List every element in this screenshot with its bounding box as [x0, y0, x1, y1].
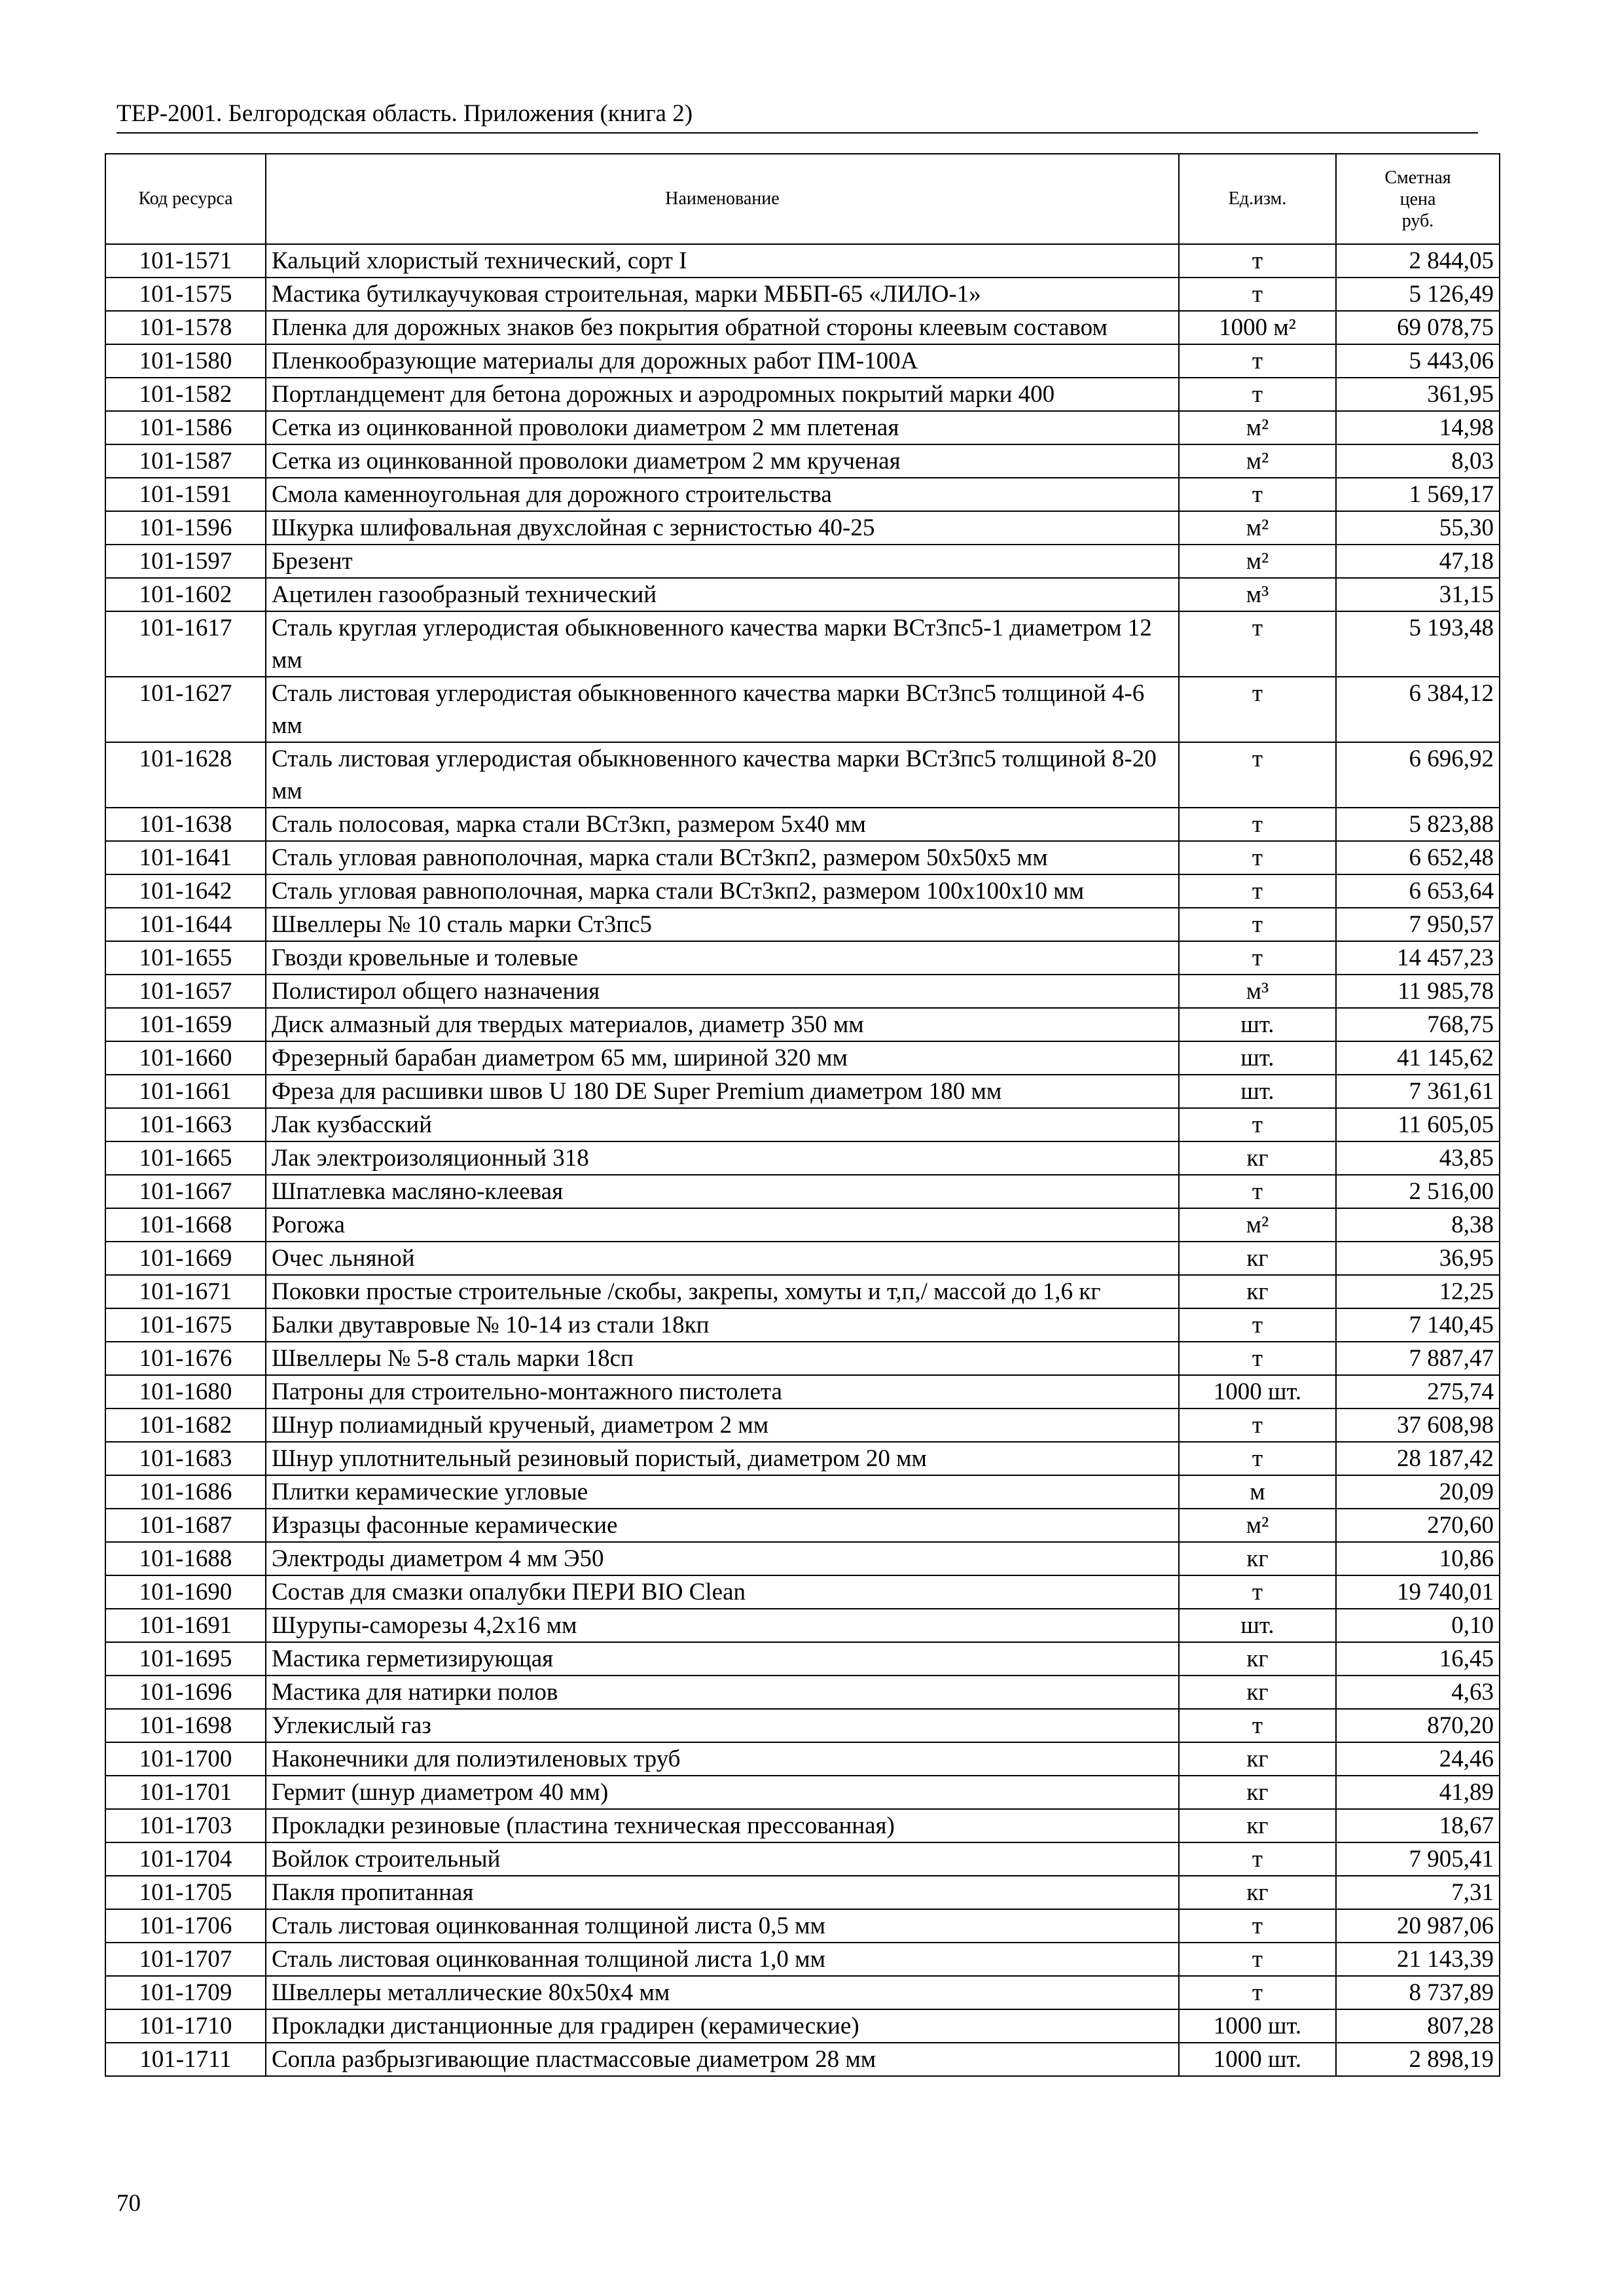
resource-name-cell: Пленка для дорожных знаков без покрытия обратной стороны клеевым составом: [266, 311, 1179, 344]
resource-name-cell: Сталь круглая углеродистая обыкновенного качества марки ВСт3пс5-1 диаметром 12 мм: [266, 611, 1179, 677]
resource-code-cell: 101-1688: [105, 1542, 266, 1575]
table-row: [105, 1308, 1500, 1342]
price-cell: 12,25: [1336, 1275, 1500, 1308]
price-cell: 7 950,57: [1336, 908, 1500, 941]
resource-name-cell: Кальций хлористый технический, сорт I: [266, 244, 1179, 278]
resource-name-cell: Сталь листовая углеродистая обыкновенного качества марки ВСт3пс5 толщиной 8-20 мм: [266, 742, 1179, 808]
table-row: [105, 411, 1500, 444]
unit-cell: т: [1179, 278, 1336, 311]
resource-code-cell: 101-1683: [105, 1442, 266, 1475]
column-header-code: Код ресурса: [105, 154, 266, 244]
resource-name-cell: Портландцемент для бетона дорожных и аэродромных покрытий марки 400: [266, 378, 1179, 411]
resource-code-cell: 101-1705: [105, 1876, 266, 1909]
unit-cell: т: [1179, 874, 1336, 908]
unit-cell: кг: [1179, 1141, 1336, 1175]
table-row: [105, 1709, 1500, 1742]
table-row: [105, 444, 1500, 478]
resource-name-cell: Изразцы фасонные керамические: [266, 1509, 1179, 1542]
resource-code-cell: 101-1675: [105, 1308, 266, 1342]
unit-cell: м²: [1179, 1208, 1336, 1242]
unit-cell: т: [1179, 1842, 1336, 1876]
table-row: [105, 478, 1500, 511]
resource-name-cell: Рогожа: [266, 1208, 1179, 1242]
unit-cell: т: [1179, 1342, 1336, 1375]
table-row: [105, 1742, 1500, 1776]
resource-name-cell: Мастика для натирки полов: [266, 1676, 1179, 1709]
unit-cell: кг: [1179, 1642, 1336, 1676]
price-cell: 6 652,48: [1336, 841, 1500, 874]
resource-name-cell: Шнур полиамидный крученый, диаметром 2 мм: [266, 1408, 1179, 1442]
unit-cell: м²: [1179, 444, 1336, 478]
resource-name-cell: Прокладки дистанционные для градирен (керамические): [266, 2009, 1179, 2043]
resource-code-cell: 101-1575: [105, 278, 266, 311]
table-row: [105, 545, 1500, 578]
table-row: [105, 1575, 1500, 1609]
resource-name-cell: Шпатлевка масляно-клеевая: [266, 1175, 1179, 1208]
resource-name-cell: Гермит (шнур диаметром 40 мм): [266, 1776, 1179, 1809]
resource-name-cell: Швеллеры металлические 80х50х4 мм: [266, 1976, 1179, 2009]
unit-cell: кг: [1179, 1275, 1336, 1308]
unit-cell: т: [1179, 244, 1336, 278]
price-cell: 11 985,78: [1336, 975, 1500, 1008]
resource-code-cell: 101-1680: [105, 1375, 266, 1408]
resource-name-cell: Сталь полосовая, марка стали ВСт3кп, размером 5х40 мм: [266, 808, 1179, 841]
table-row: [105, 874, 1500, 908]
table-row: [105, 1642, 1500, 1676]
price-cell: 7 140,45: [1336, 1308, 1500, 1342]
resource-code-cell: 101-1661: [105, 1075, 266, 1108]
table-row: [105, 1976, 1500, 2009]
table-header-row: [105, 154, 1500, 244]
unit-cell: 1000 шт.: [1179, 1375, 1336, 1408]
price-cell: 11 605,05: [1336, 1108, 1500, 1141]
price-cell: 870,20: [1336, 1709, 1500, 1742]
price-cell: 270,60: [1336, 1509, 1500, 1542]
price-cell: 24,46: [1336, 1742, 1500, 1776]
price-cell: 807,28: [1336, 2009, 1500, 2043]
resource-code-cell: 101-1641: [105, 841, 266, 874]
unit-cell: т: [1179, 908, 1336, 941]
unit-cell: шт.: [1179, 1008, 1336, 1041]
resource-code-cell: 101-1578: [105, 311, 266, 344]
price-cell: 8 737,89: [1336, 1976, 1500, 2009]
resource-code-cell: 101-1638: [105, 808, 266, 841]
unit-cell: кг: [1179, 1676, 1336, 1709]
price-cell: 1 569,17: [1336, 478, 1500, 511]
resource-name-cell: Фрезерный барабан диаметром 65 мм, шириной 320 мм: [266, 1041, 1179, 1075]
resource-code-cell: 101-1682: [105, 1408, 266, 1442]
unit-cell: т: [1179, 344, 1336, 378]
unit-cell: т: [1179, 1308, 1336, 1342]
price-cell: 7 361,61: [1336, 1075, 1500, 1108]
price-cell: 7,31: [1336, 1876, 1500, 1909]
resource-code-cell: 101-1587: [105, 444, 266, 478]
page-header: ТЕР-2001. Белгородская область. Приложения (книга 2): [117, 99, 1478, 134]
price-cell: 37 608,98: [1336, 1408, 1500, 1442]
unit-cell: кг: [1179, 1542, 1336, 1575]
table-row: [105, 1041, 1500, 1075]
resource-name-cell: Швеллеры № 5-8 сталь марки 18сп: [266, 1342, 1179, 1375]
price-cell: 20,09: [1336, 1475, 1500, 1509]
table-row: [105, 1943, 1500, 1976]
price-cell: 41 145,62: [1336, 1041, 1500, 1075]
resource-name-cell: Шурупы-саморезы 4,2х16 мм: [266, 1609, 1179, 1642]
unit-cell: 1000 м²: [1179, 311, 1336, 344]
column-header-price: [1336, 154, 1500, 244]
price-cell: 16,45: [1336, 1642, 1500, 1676]
resource-name-cell: Углекислый газ: [266, 1709, 1179, 1742]
unit-cell: т: [1179, 808, 1336, 841]
resource-code-cell: 101-1701: [105, 1776, 266, 1809]
price-cell: 5 823,88: [1336, 808, 1500, 841]
resource-name-cell: Мастика герметизирующая: [266, 1642, 1179, 1676]
table-row: [105, 511, 1500, 545]
table-row: [105, 1141, 1500, 1175]
unit-cell: м²: [1179, 511, 1336, 545]
table-row: [105, 1208, 1500, 1242]
resource-code-cell: 101-1707: [105, 1943, 266, 1976]
unit-cell: кг: [1179, 1742, 1336, 1776]
resource-code-cell: 101-1580: [105, 344, 266, 378]
table-row: [105, 1876, 1500, 1909]
resource-code-cell: 101-1660: [105, 1041, 266, 1075]
table-row: [105, 941, 1500, 975]
resource-name-cell: Смола каменноугольная для дорожного строительства: [266, 478, 1179, 511]
resource-name-cell: Шнур уплотнительный резиновый пористый, диаметром 20 мм: [266, 1442, 1179, 1475]
table-row: [105, 1075, 1500, 1108]
unit-cell: т: [1179, 941, 1336, 975]
resource-name-cell: Швеллеры № 10 сталь марки Ст3пс5: [266, 908, 1179, 941]
resource-name-cell: Диск алмазный для твердых материалов, диаметр 350 мм: [266, 1008, 1179, 1041]
price-cell: 21 143,39: [1336, 1943, 1500, 1976]
resource-code-cell: 101-1665: [105, 1141, 266, 1175]
resource-code-cell: 101-1596: [105, 511, 266, 545]
price-cell: 19 740,01: [1336, 1575, 1500, 1609]
table-row: [105, 742, 1500, 808]
resource-code-cell: 101-1669: [105, 1242, 266, 1275]
resource-code-cell: 101-1628: [105, 742, 266, 808]
price-table: [105, 153, 1500, 2077]
price-cell: 6 696,92: [1336, 742, 1500, 808]
unit-cell: кг: [1179, 1876, 1336, 1909]
table-row: [105, 808, 1500, 841]
table-body: [105, 244, 1500, 2076]
resource-name-cell: Ацетилен газообразный технический: [266, 578, 1179, 611]
table-row: [105, 1509, 1500, 1542]
resource-code-cell: 101-1691: [105, 1609, 266, 1642]
resource-code-cell: 101-1686: [105, 1475, 266, 1509]
price-cell: 7 905,41: [1336, 1842, 1500, 1876]
resource-name-cell: Сталь угловая равнополочная, марка стали ВСт3кп2, размером 50х50х5 мм: [266, 841, 1179, 874]
column-header-price-line-1: Сметная: [1384, 167, 1451, 188]
resource-code-cell: 101-1690: [105, 1575, 266, 1609]
resource-code-cell: 101-1657: [105, 975, 266, 1008]
price-cell: 10,86: [1336, 1542, 1500, 1575]
price-cell: 2 516,00: [1336, 1175, 1500, 1208]
unit-cell: т: [1179, 611, 1336, 677]
resource-code-cell: 101-1687: [105, 1509, 266, 1542]
price-cell: 768,75: [1336, 1008, 1500, 1041]
resource-code-cell: 101-1602: [105, 578, 266, 611]
table-row: [105, 677, 1500, 742]
resource-name-cell: Войлок строительный: [266, 1842, 1179, 1876]
resource-name-cell: Наконечники для полиэтиленовых труб: [266, 1742, 1179, 1776]
table-row: [105, 841, 1500, 874]
resource-code-cell: 101-1676: [105, 1342, 266, 1375]
resource-code-cell: 101-1709: [105, 1976, 266, 2009]
unit-cell: шт.: [1179, 1041, 1336, 1075]
table-row: [105, 611, 1500, 677]
resource-name-cell: Лак электроизоляционный 318: [266, 1141, 1179, 1175]
unit-cell: т: [1179, 1575, 1336, 1609]
price-cell: 5 443,06: [1336, 344, 1500, 378]
resource-name-cell: Сталь угловая равнополочная, марка стали ВСт3кп2, размером 100х100х10 мм: [266, 874, 1179, 908]
table-row: [105, 1108, 1500, 1141]
resource-code-cell: 101-1696: [105, 1676, 266, 1709]
table-row: [105, 975, 1500, 1008]
resource-name-cell: Лак кузбасский: [266, 1108, 1179, 1141]
resource-name-cell: Плитки керамические угловые: [266, 1475, 1179, 1509]
table-row: [105, 908, 1500, 941]
resource-name-cell: Пакля пропитанная: [266, 1876, 1179, 1909]
table-row: [105, 378, 1500, 411]
table-row: [105, 1342, 1500, 1375]
resource-name-cell: Патроны для строительно-монтажного пистолета: [266, 1375, 1179, 1408]
resource-code-cell: 101-1586: [105, 411, 266, 444]
resource-code-cell: 101-1671: [105, 1275, 266, 1308]
unit-cell: шт.: [1179, 1609, 1336, 1642]
price-cell: 2 898,19: [1336, 2043, 1500, 2076]
resource-name-cell: Состав для смазки опалубки ПЕРИ BIO Clean: [266, 1575, 1179, 1609]
price-cell: 14,98: [1336, 411, 1500, 444]
resource-name-cell: Сталь листовая углеродистая обыкновенного качества марки ВСт3пс5 толщиной 4-6 мм: [266, 677, 1179, 742]
table-row: [105, 311, 1500, 344]
resource-code-cell: 101-1695: [105, 1642, 266, 1676]
price-cell: 41,89: [1336, 1776, 1500, 1809]
resource-name-cell: Прокладки резиновые (пластина техническая прессованная): [266, 1809, 1179, 1842]
resource-name-cell: Сталь листовая оцинкованная толщиной листа 1,0 мм: [266, 1943, 1179, 1976]
resource-code-cell: 101-1710: [105, 2009, 266, 2043]
unit-cell: кг: [1179, 1242, 1336, 1275]
price-cell: 275,74: [1336, 1375, 1500, 1408]
resource-name-cell: Гвозди кровельные и толевые: [266, 941, 1179, 975]
table-row: [105, 1676, 1500, 1709]
table-row: [105, 1809, 1500, 1842]
resource-code-cell: 101-1655: [105, 941, 266, 975]
price-cell: 43,85: [1336, 1141, 1500, 1175]
table-row: [105, 1842, 1500, 1876]
unit-cell: кг: [1179, 1809, 1336, 1842]
resource-code-cell: 101-1704: [105, 1842, 266, 1876]
price-cell: 5 126,49: [1336, 278, 1500, 311]
resource-name-cell: Сетка из оцинкованной проволоки диаметром 2 мм плетеная: [266, 411, 1179, 444]
resource-code-cell: 101-1627: [105, 677, 266, 742]
price-cell: 18,67: [1336, 1809, 1500, 1842]
resource-code-cell: 101-1667: [105, 1175, 266, 1208]
price-cell: 7 887,47: [1336, 1342, 1500, 1375]
unit-cell: т: [1179, 1442, 1336, 1475]
resource-code-cell: 101-1700: [105, 1742, 266, 1776]
unit-cell: т: [1179, 841, 1336, 874]
resource-code-cell: 101-1706: [105, 1909, 266, 1943]
resource-name-cell: Поковки простые строительные /скобы, закрепы, хомуты и т,п,/ массой до 1,6 кг: [266, 1275, 1179, 1308]
unit-cell: т: [1179, 1709, 1336, 1742]
resource-name-cell: Мастика бутилкаучуковая строительная, марки МББП-65 «ЛИЛО-1»: [266, 278, 1179, 311]
table-row: [105, 1175, 1500, 1208]
column-header-price-line-3: руб.: [1401, 210, 1434, 231]
unit-cell: т: [1179, 1976, 1336, 2009]
table-row: [105, 1776, 1500, 1809]
resource-code-cell: 101-1703: [105, 1809, 266, 1842]
price-cell: 6 653,64: [1336, 874, 1500, 908]
table-row: [105, 1542, 1500, 1575]
unit-cell: т: [1179, 677, 1336, 742]
unit-cell: т: [1179, 1108, 1336, 1141]
resource-name-cell: Фреза для расшивки швов U 180 DE Super Premium диаметром 180 мм: [266, 1075, 1179, 1108]
price-cell: 6 384,12: [1336, 677, 1500, 742]
resource-code-cell: 101-1711: [105, 2043, 266, 2076]
page-number: 70: [117, 2190, 141, 2217]
resource-code-cell: 101-1644: [105, 908, 266, 941]
price-cell: 55,30: [1336, 511, 1500, 545]
resource-name-cell: Очес льняной: [266, 1242, 1179, 1275]
resource-code-cell: 101-1659: [105, 1008, 266, 1041]
price-cell: 14 457,23: [1336, 941, 1500, 975]
table-row: [105, 2009, 1500, 2043]
price-cell: 8,03: [1336, 444, 1500, 478]
price-cell: 47,18: [1336, 545, 1500, 578]
resource-code-cell: 101-1571: [105, 244, 266, 278]
table-row: [105, 1008, 1500, 1041]
column-header-price-line-2: цена: [1399, 188, 1436, 209]
price-cell: 69 078,75: [1336, 311, 1500, 344]
unit-cell: т: [1179, 1909, 1336, 1943]
resource-name-cell: Сетка из оцинкованной проволоки диаметром 2 мм крученая: [266, 444, 1179, 478]
unit-cell: м: [1179, 1475, 1336, 1509]
unit-cell: т: [1179, 742, 1336, 808]
unit-cell: м²: [1179, 411, 1336, 444]
resource-name-cell: Пленкообразующие материалы для дорожных работ ПМ-100А: [266, 344, 1179, 378]
table-row: [105, 1275, 1500, 1308]
unit-cell: т: [1179, 378, 1336, 411]
price-cell: 5 193,48: [1336, 611, 1500, 677]
resource-name-cell: Брезент: [266, 545, 1179, 578]
table-row: [105, 1442, 1500, 1475]
column-header-name: Наименование: [266, 154, 1179, 244]
table-row: [105, 244, 1500, 278]
unit-cell: м²: [1179, 545, 1336, 578]
unit-cell: 1000 шт.: [1179, 2043, 1336, 2076]
price-cell: 361,95: [1336, 378, 1500, 411]
unit-cell: т: [1179, 478, 1336, 511]
resource-code-cell: 101-1597: [105, 545, 266, 578]
table-row: [105, 1408, 1500, 1442]
table-row: [105, 278, 1500, 311]
table-row: [105, 2043, 1500, 2076]
unit-cell: 1000 шт.: [1179, 2009, 1336, 2043]
unit-cell: т: [1179, 1943, 1336, 1976]
table-row: [105, 344, 1500, 378]
table-row: [105, 1242, 1500, 1275]
resource-name-cell: Электроды диаметром 4 мм Э50: [266, 1542, 1179, 1575]
unit-cell: т: [1179, 1408, 1336, 1442]
price-cell: 0,10: [1336, 1609, 1500, 1642]
resource-code-cell: 101-1642: [105, 874, 266, 908]
unit-cell: м³: [1179, 975, 1336, 1008]
resource-code-cell: 101-1698: [105, 1709, 266, 1742]
resource-code-cell: 101-1591: [105, 478, 266, 511]
resource-name-cell: Полистирол общего назначения: [266, 975, 1179, 1008]
table-row: [105, 1909, 1500, 1943]
resource-name-cell: Балки двутавровые № 10-14 из стали 18кп: [266, 1308, 1179, 1342]
resource-code-cell: 101-1617: [105, 611, 266, 677]
resource-code-cell: 101-1663: [105, 1108, 266, 1141]
price-cell: 28 187,42: [1336, 1442, 1500, 1475]
price-cell: 8,38: [1336, 1208, 1500, 1242]
table-row: [105, 1375, 1500, 1408]
price-cell: 31,15: [1336, 578, 1500, 611]
unit-cell: м³: [1179, 578, 1336, 611]
price-cell: 20 987,06: [1336, 1909, 1500, 1943]
table-row: [105, 578, 1500, 611]
table-row: [105, 1609, 1500, 1642]
price-cell: 4,63: [1336, 1676, 1500, 1709]
price-cell: 2 844,05: [1336, 244, 1500, 278]
unit-cell: м²: [1179, 1509, 1336, 1542]
unit-cell: т: [1179, 1175, 1336, 1208]
resource-name-cell: Шкурка шлифовальная двухслойная с зернистостью 40-25: [266, 511, 1179, 545]
resource-code-cell: 101-1582: [105, 378, 266, 411]
resource-name-cell: Сталь листовая оцинкованная толщиной листа 0,5 мм: [266, 1909, 1179, 1943]
resource-name-cell: Сопла разбрызгивающие пластмассовые диаметром 28 мм: [266, 2043, 1179, 2076]
column-header-unit: Ед.изм.: [1179, 154, 1336, 244]
unit-cell: кг: [1179, 1776, 1336, 1809]
price-cell: 36,95: [1336, 1242, 1500, 1275]
unit-cell: шт.: [1179, 1075, 1336, 1108]
resource-code-cell: 101-1668: [105, 1208, 266, 1242]
table-row: [105, 1475, 1500, 1509]
